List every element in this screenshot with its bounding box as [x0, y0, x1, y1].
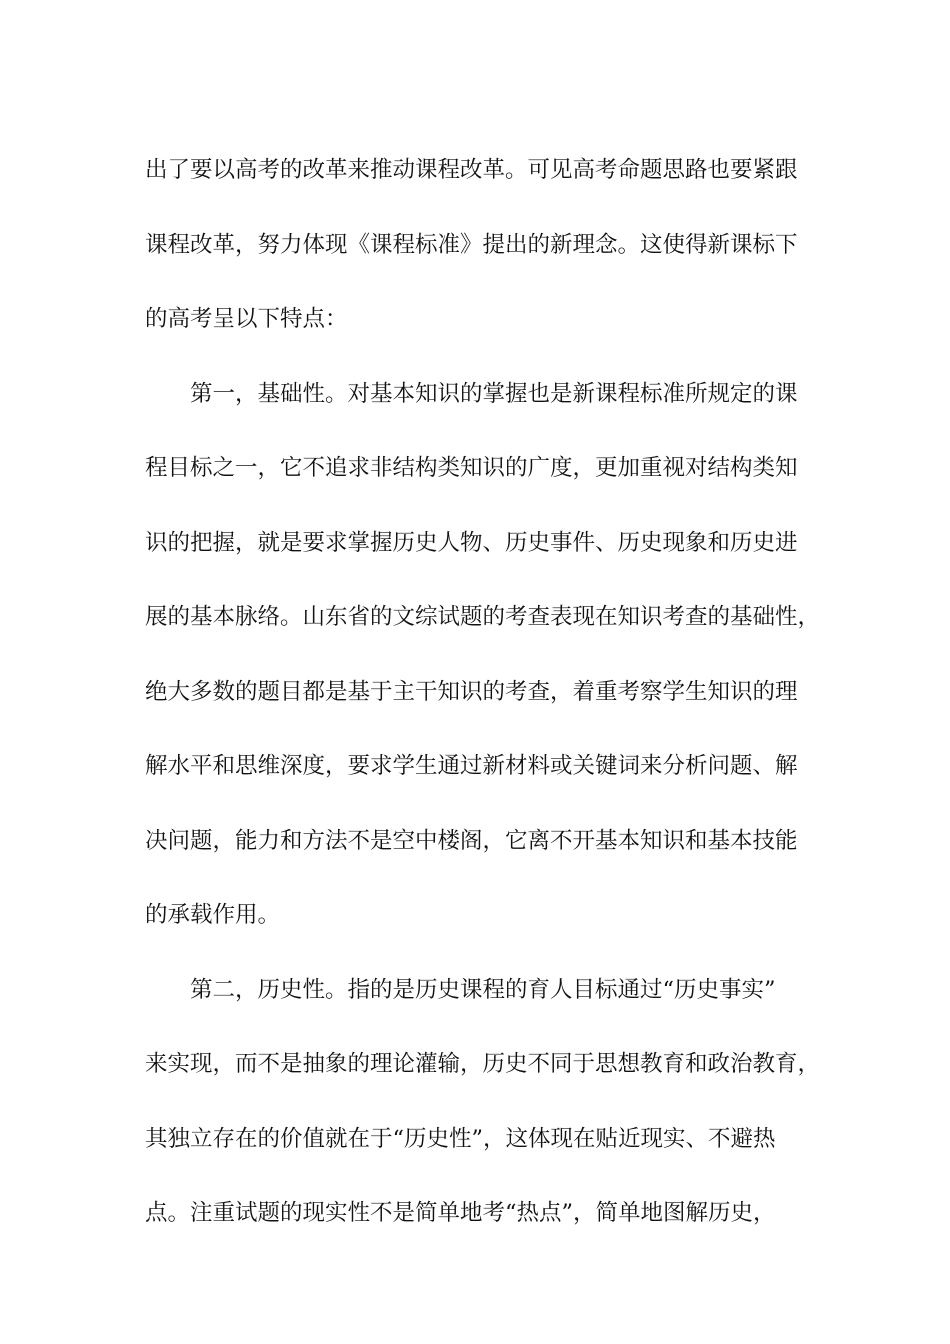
text-line: 来实现，而不是抽象的理论灌输，历史不同于思想教育和政治教育， — [145, 1051, 821, 1077]
text-line: 课程改革，努力体现《课程标准》提出的新理念。这使得新课标下 — [145, 231, 798, 258]
text-line: 展的基本脉络。山东省的文综试题的考查表现在知识考查的基础性， — [145, 604, 821, 630]
text-line: 出了要以高考的改革来推动课程改革。可见高考命题思路也要紧跟 — [145, 157, 798, 183]
text-line: 点。注重试题的现实性不是简单地考“热点”，简单地图解历史， — [145, 1200, 776, 1226]
text-line: 程目标之一，它不追求非结构类知识的广度，更加重视对结构类知 — [145, 455, 798, 481]
text-line: 的承载作用。 — [145, 902, 281, 928]
text-line: 识的把握，就是要求掌握历史人物、历史事件、历史现象和历史进 — [145, 529, 798, 556]
text-line: 第二，历史性。指的是历史课程的育人目标通过“历史事实” — [190, 976, 776, 1003]
paragraph — [145, 357, 825, 953]
text-line: 的高考呈以下特点： — [145, 306, 348, 332]
paragraph — [145, 953, 825, 1251]
text-line: 解水平和思维深度，要求学生通过新材料或关键词来分析问题、解 — [145, 753, 798, 779]
document-body — [145, 133, 825, 1251]
text-line: 绝大多数的题目都是基于主干知识的考查，着重考察学生知识的理 — [145, 678, 798, 705]
text-line: 第一，基础性。对基本知识的掌握也是新课程标准所规定的课 — [190, 380, 798, 407]
text-line: 其独立存在的价值就在于“历史性”，这体现在贴近现实、不避热 — [145, 1125, 776, 1152]
paragraph — [145, 133, 825, 357]
text-line: 决问题，能力和方法不是空中楼阁，它离不开基本知识和基本技能 — [145, 827, 798, 854]
